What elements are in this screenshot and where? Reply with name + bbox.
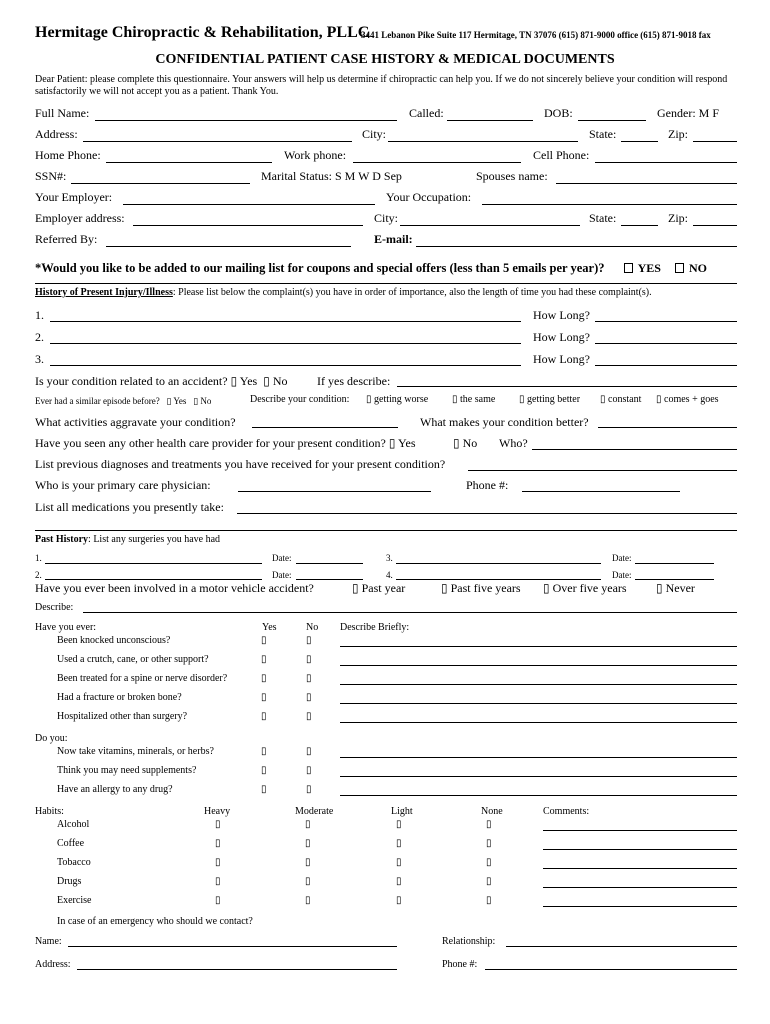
checkbox-icon[interactable]: ▯	[396, 857, 402, 868]
checkbox-icon[interactable]: ▯	[215, 895, 221, 906]
condition-option-3[interactable]	[519, 394, 580, 405]
do-item-3: Have an allergy to any drug?	[57, 784, 173, 795]
surgery-4-date-label: Date:	[612, 570, 632, 580]
checkbox-icon[interactable]: ▯	[230, 374, 238, 388]
occupation-label: Your Occupation:	[386, 190, 472, 204]
surgery-4-field[interactable]	[396, 579, 601, 580]
checkbox-icon[interactable]: ▯	[215, 838, 221, 849]
accident-no-label: No	[272, 374, 288, 388]
email-label: E-mail:	[374, 232, 413, 246]
checkbox-icon[interactable]: ▯	[486, 857, 492, 868]
mv-option-3-label: Over five years	[552, 581, 627, 595]
surgery-3-field[interactable]	[396, 563, 601, 564]
checkbox-icon[interactable]: ▯	[215, 876, 221, 887]
how-long-3-label: How Long?	[533, 352, 590, 366]
physician-phone-field[interactable]	[522, 491, 680, 492]
mailing-no[interactable]	[675, 261, 707, 276]
other-provider	[35, 436, 416, 451]
primary-physician-label: Who is your primary care physician:	[35, 478, 211, 492]
employer-label: Your Employer:	[35, 190, 113, 204]
checkbox-icon[interactable]: ▯	[306, 692, 312, 703]
medications-field[interactable]	[237, 513, 737, 514]
how-long-1-field[interactable]	[595, 321, 737, 322]
checkbox-icon[interactable]: ▯	[263, 374, 270, 388]
ever-item-1: Been knocked unconscious?	[57, 635, 171, 646]
habits-label: Habits:	[35, 806, 64, 817]
surgery-1-date-field[interactable]	[296, 563, 363, 564]
provider-no[interactable]	[453, 436, 477, 451]
similar-episode	[35, 396, 211, 407]
accident-question	[35, 374, 288, 389]
similar-no-label: No	[200, 396, 212, 406]
condition-option-2-label: the same	[460, 394, 496, 405]
similar-yes-label: Yes	[173, 396, 187, 406]
surgery-4-label: 4.	[386, 570, 393, 580]
checkbox-icon[interactable]: ▯	[193, 396, 199, 406]
condition-option-4-label: constant	[608, 394, 642, 405]
referred-by-label: Referred By:	[35, 232, 98, 246]
provider-yes-label: Yes	[398, 436, 416, 450]
checkbox-icon[interactable]: ▯	[261, 765, 267, 776]
zip-field[interactable]	[693, 141, 737, 142]
checkbox-icon[interactable]	[675, 263, 684, 273]
describe-label: Describe:	[35, 602, 74, 613]
marital-status[interactable]: Marital Status: S M W D Sep	[261, 169, 402, 183]
other-provider-text: Have you seen any other health care provider for your present condition?	[35, 436, 386, 450]
form-title: CONFIDENTIAL PATIENT CASE HISTORY & MEDICAL DOCUMENTS	[155, 52, 615, 67]
full-name-label: Full Name:	[35, 106, 90, 120]
yes-column-header: Yes	[262, 622, 277, 633]
similar-episode-text: Ever had a similar episode before?	[35, 396, 160, 406]
primary-physician-field[interactable]	[238, 491, 431, 492]
checkbox-icon[interactable]: ▯	[306, 635, 312, 646]
dob-field[interactable]	[578, 120, 646, 121]
employer-address-field[interactable]	[133, 225, 363, 226]
checkbox-icon[interactable]: ▯	[305, 895, 311, 906]
complaint-3-label: 3.	[35, 352, 44, 366]
present-injury-heading-row	[35, 287, 652, 298]
mv-option-1-label: Past year	[361, 581, 406, 595]
condition-option-5[interactable]	[656, 394, 719, 405]
better-field[interactable]	[598, 427, 737, 428]
checkbox-icon[interactable]: ▯	[543, 581, 550, 595]
how-long-2-field[interactable]	[595, 343, 737, 344]
email-field[interactable]	[416, 246, 737, 247]
state-label: State:	[589, 127, 617, 141]
complaint-1-label: 1.	[35, 308, 44, 322]
provider-no-label: No	[462, 436, 478, 450]
checkbox-icon[interactable]: ▯	[306, 746, 312, 757]
physician-phone-label: Phone #:	[466, 478, 509, 492]
mv-option-2[interactable]	[441, 581, 521, 596]
mv-option-3[interactable]	[543, 581, 627, 596]
work-phone-field[interactable]	[353, 162, 521, 163]
intro-line-2: satisfactorily we will not accept you as a patient. Thank You.	[35, 86, 279, 97]
surgery-1-date-label: Date:	[272, 553, 292, 563]
do-item-3-field[interactable]	[340, 795, 737, 796]
checkbox-icon[interactable]: ▯	[261, 673, 267, 684]
surgery-2-field[interactable]	[45, 579, 262, 580]
who-field[interactable]	[532, 449, 737, 450]
ever-item-4: Had a fracture or broken bone?	[57, 692, 182, 703]
do-item-2-field[interactable]	[340, 776, 737, 777]
checkbox-icon[interactable]: ▯	[305, 819, 311, 830]
complaint-3-field[interactable]	[50, 365, 521, 366]
habit-tobacco-comments[interactable]	[543, 868, 737, 869]
describe-field[interactable]	[83, 612, 737, 613]
intro-line-1: Dear Patient: please complete this questionnaire. Your answers will help us determine if chiropractic can help you. If we do not sincerely believe your condition will respond	[35, 74, 728, 85]
habit-tobacco: Tobacco	[57, 857, 91, 868]
surgery-2-date-label: Date:	[272, 570, 292, 580]
checkbox-icon[interactable]: ▯	[486, 819, 492, 830]
present-injury-heading: History of Present Injury/Illness	[35, 287, 173, 298]
accident-question-text: Is your condition related to an accident?	[35, 374, 228, 388]
condition-option-3-label: getting better	[527, 394, 581, 405]
how-long-1-label: How Long?	[533, 308, 590, 322]
aggravate-field[interactable]	[252, 427, 398, 428]
employer-zip-field[interactable]	[693, 225, 737, 226]
past-history-heading-row	[35, 534, 220, 545]
cell-phone-label: Cell Phone:	[533, 148, 590, 162]
mv-option-4[interactable]	[656, 581, 695, 596]
checkbox-icon[interactable]: ▯	[305, 838, 311, 849]
checkbox-icon[interactable]: ▯	[396, 838, 402, 849]
checkbox-icon[interactable]: ▯	[261, 711, 267, 722]
habit-coffee: Coffee	[57, 838, 85, 849]
ever-item-2: Used a crutch, cane, or other support?	[57, 654, 209, 665]
condition-option-4[interactable]	[600, 394, 641, 405]
called-label: Called:	[409, 106, 444, 120]
checkbox-icon[interactable]: ▯	[305, 857, 311, 868]
checkbox-icon[interactable]: ▯	[396, 895, 402, 906]
condition-option-2[interactable]	[452, 394, 495, 405]
checkbox-icon[interactable]: ▯	[388, 436, 396, 450]
employer-address-label: Employer address:	[35, 211, 125, 225]
cell-phone-field[interactable]	[595, 162, 737, 163]
do-item-1: Now take vitamins, minerals, or herbs?	[57, 746, 214, 757]
checkbox-icon[interactable]: ▯	[306, 784, 312, 795]
do-item-1-field[interactable]	[340, 757, 737, 758]
present-injury-instructions: : Please list below the complaint(s) you have in order of importance, also the length of time you had these complaint(s).	[172, 287, 652, 298]
employer-city-label: City:	[374, 211, 399, 225]
checkbox-icon[interactable]: ▯	[306, 654, 312, 665]
referred-by-field[interactable]	[106, 246, 351, 247]
aggravate-label: What activities aggravate your condition?	[35, 415, 236, 429]
condition-option-1[interactable]	[366, 394, 428, 405]
employer-state-label: State:	[589, 211, 617, 225]
mv-option-4-label: Never	[665, 581, 695, 595]
surgery-4-date-field[interactable]	[635, 579, 714, 580]
home-phone-field[interactable]	[106, 162, 272, 163]
occupation-field[interactable]	[482, 204, 737, 205]
checkbox-icon[interactable]: ▯	[453, 436, 460, 450]
checkbox-icon[interactable]: ▯	[396, 876, 402, 887]
if-yes-label: If yes describe:	[317, 374, 391, 388]
zip-label: Zip:	[668, 127, 688, 141]
gender-label[interactable]: Gender: M F	[657, 106, 719, 120]
habit-level-light: Light	[391, 806, 413, 817]
surgery-1-field[interactable]	[45, 563, 262, 564]
habit-comments-label: Comments:	[543, 806, 590, 817]
work-phone-label: Work phone:	[284, 148, 347, 162]
habit-alcohol: Alcohol	[57, 819, 90, 830]
describe-briefly-header: Describe Briefly:	[340, 622, 410, 633]
ever-item-5-field[interactable]	[340, 722, 737, 723]
checkbox-icon[interactable]: ▯	[306, 765, 312, 776]
checkbox-icon[interactable]: ▯	[396, 819, 402, 830]
habit-level-heavy: Heavy	[204, 806, 231, 817]
how-long-2-label: How Long?	[533, 330, 590, 344]
condition-option-1-label: getting worse	[374, 394, 429, 405]
checkbox-icon[interactable]: ▯	[441, 581, 448, 595]
checkbox-icon[interactable]	[624, 263, 633, 273]
checkbox-icon[interactable]: ▯	[452, 394, 458, 405]
habit-drugs: Drugs	[57, 876, 82, 887]
habit-drugs-comments[interactable]	[543, 887, 737, 888]
checkbox-icon[interactable]: ▯	[519, 394, 525, 405]
condition-option-5-label: comes + goes	[664, 394, 719, 405]
previous-diagnoses-label: List previous diagnoses and treatments you have received for your present condition?	[35, 457, 446, 471]
ever-item-3-field[interactable]	[340, 684, 737, 685]
section-divider	[35, 283, 737, 284]
ssn-label: SSN#:	[35, 169, 67, 183]
surgery-3-date-field[interactable]	[635, 563, 714, 564]
past-history-instructions: : List any surgeries you have had	[88, 534, 221, 545]
checkbox-icon[interactable]: ▯	[261, 746, 267, 757]
checkbox-icon[interactable]: ▯	[366, 394, 372, 405]
complaint-1-field[interactable]	[50, 321, 521, 322]
ssn-field[interactable]	[71, 183, 250, 184]
ever-item-3: Been treated for a spine or nerve disorder?	[57, 673, 228, 684]
full-name-field[interactable]	[95, 120, 397, 121]
emergency-phone-label: Phone #:	[442, 959, 478, 970]
checkbox-icon[interactable]: ▯	[486, 895, 492, 906]
do-item-2: Think you may need supplements?	[57, 765, 197, 776]
clinic-address: 3441 Lebanon Pike Suite 117 Hermitage, TN 37076 (615) 871-9000 office (615) 871-9018 fax	[361, 30, 711, 40]
mv-option-2-label: Past five years	[450, 581, 521, 595]
ever-item-4-field[interactable]	[340, 703, 737, 704]
checkbox-icon[interactable]: ▯	[486, 876, 492, 887]
medications-label: List all medications you presently take:	[35, 500, 224, 514]
emergency-relationship-label: Relationship:	[442, 936, 496, 947]
employer-city-field[interactable]	[400, 225, 580, 226]
better-label: What makes your condition better?	[420, 415, 589, 429]
who-label: Who?	[499, 436, 528, 450]
if-yes-field[interactable]	[397, 386, 737, 387]
mailing-question: *Would you like to be added to our mailing list for coupons and special offers (less than 5 emails per year)?	[35, 261, 605, 275]
accident-yes-label: Yes	[239, 374, 258, 388]
called-field[interactable]	[447, 120, 533, 121]
habit-level-none: None	[481, 806, 503, 817]
ever-item-2-field[interactable]	[340, 665, 737, 666]
emergency-phone-field[interactable]	[485, 969, 737, 970]
checkbox-icon[interactable]: ▯	[261, 654, 267, 665]
section-divider	[35, 530, 737, 531]
checkbox-icon[interactable]: ▯	[352, 581, 359, 595]
checkbox-icon[interactable]: ▯	[306, 673, 312, 684]
state-field[interactable]	[621, 141, 658, 142]
checkbox-icon[interactable]: ▯	[656, 394, 662, 405]
emergency-relationship-field[interactable]	[506, 946, 737, 947]
checkbox-icon[interactable]: ▯	[305, 876, 311, 887]
checkbox-icon[interactable]: ▯	[261, 635, 267, 646]
surgery-2-date-field[interactable]	[296, 579, 363, 580]
complaint-2-label: 2.	[35, 330, 44, 344]
emergency-name-field[interactable]	[68, 946, 397, 947]
clinic-name: Hermitage Chiropractic & Rehabilitation, PLLC	[35, 24, 370, 41]
employer-zip-label: Zip:	[668, 211, 688, 225]
dob-label: DOB:	[544, 106, 573, 120]
surgery-1-label: 1.	[35, 553, 42, 563]
address-field[interactable]	[83, 141, 352, 142]
emergency-name-label: Name:	[35, 936, 62, 947]
ever-item-1-field[interactable]	[340, 646, 737, 647]
checkbox-icon[interactable]: ▯	[215, 857, 221, 868]
mv-option-1[interactable]	[352, 581, 405, 596]
home-phone-label: Home Phone:	[35, 148, 101, 162]
mailing-no-label: NO	[689, 261, 707, 275]
checkbox-icon[interactable]: ▯	[215, 819, 221, 830]
checkbox-icon[interactable]: ▯	[166, 396, 172, 406]
checkbox-icon[interactable]: ▯	[486, 838, 492, 849]
surgery-3-date-label: Date:	[612, 553, 632, 563]
motor-vehicle-label: Have you ever been involved in a motor vehicle accident?	[35, 581, 314, 595]
ever-item-5: Hospitalized other than surgery?	[57, 711, 188, 722]
checkbox-icon[interactable]: ▯	[306, 711, 312, 722]
emergency-question: In case of an emergency who should we contact?	[57, 916, 253, 927]
have-you-ever-label: Have you ever:	[35, 622, 97, 633]
emergency-address-label: Address:	[35, 959, 71, 970]
habit-exercise: Exercise	[57, 895, 92, 906]
habit-exercise-comments[interactable]	[543, 906, 737, 907]
checkbox-icon[interactable]: ▯	[656, 581, 663, 595]
no-column-header: No	[306, 622, 319, 633]
mailing-yes[interactable]	[624, 261, 661, 276]
habit-level-moderate: Moderate	[295, 806, 334, 817]
checkbox-icon[interactable]: ▯	[261, 784, 267, 795]
complaint-2-field[interactable]	[50, 343, 521, 344]
city-field[interactable]	[388, 141, 578, 142]
surgery-2-label: 2.	[35, 570, 42, 580]
checkbox-icon[interactable]: ▯	[600, 394, 606, 405]
habit-coffee-comments[interactable]	[543, 849, 737, 850]
mailing-yes-label: YES	[637, 261, 661, 275]
describe-condition-label: Describe your condition:	[250, 394, 350, 405]
surgery-3-label: 3.	[386, 553, 393, 563]
checkbox-icon[interactable]: ▯	[261, 692, 267, 703]
do-you-label: Do you:	[35, 733, 68, 744]
previous-diagnoses-field[interactable]	[468, 470, 737, 471]
spouses-name-label: Spouses name:	[476, 169, 548, 183]
habit-alcohol-comments[interactable]	[543, 830, 737, 831]
address-label: Address:	[35, 127, 78, 141]
employer-field[interactable]	[123, 204, 375, 205]
past-history-heading: Past History	[35, 534, 89, 545]
employer-state-field[interactable]	[621, 225, 658, 226]
city-label: City:	[362, 127, 387, 141]
how-long-3-field[interactable]	[595, 365, 737, 366]
spouses-name-field[interactable]	[556, 183, 737, 184]
emergency-address-field[interactable]	[77, 969, 397, 970]
